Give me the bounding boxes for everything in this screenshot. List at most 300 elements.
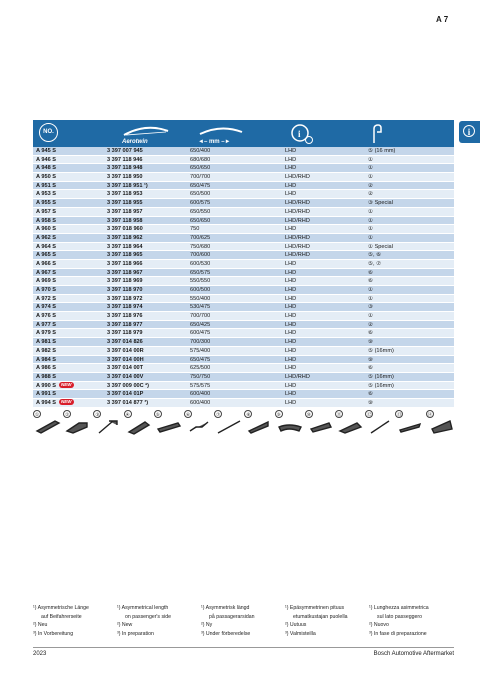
cell-article-no-text: 3 397 118 962 bbox=[107, 234, 143, 241]
cell-length bbox=[190, 399, 285, 407]
cell-article-no-text: 3 397 118 979 bbox=[107, 330, 143, 337]
product-table bbox=[33, 147, 454, 408]
cell-connector-text: ① bbox=[368, 208, 374, 215]
footnote-line: on passenger's side bbox=[125, 613, 171, 620]
cell-length-text: 700/700 bbox=[190, 313, 211, 320]
cell-article-no bbox=[107, 286, 190, 294]
cell-article-no-text: 3 397 014 01P bbox=[107, 391, 144, 398]
cell-length-text: 650/425 bbox=[190, 321, 211, 328]
table-row[interactable] bbox=[33, 243, 454, 252]
footnote-column bbox=[117, 604, 202, 638]
cell-drive-side-text: LHD bbox=[285, 339, 297, 346]
footnote-line: ³) In fase di preparazione bbox=[369, 630, 427, 637]
cell-model-no bbox=[33, 364, 107, 372]
cell-drive-side bbox=[285, 156, 368, 164]
table-row[interactable] bbox=[33, 147, 454, 156]
cell-connector bbox=[368, 364, 454, 372]
cell-connector-text: ⑤, ⑥ bbox=[368, 252, 382, 259]
cell-article-no-text: 3 397 014 00T bbox=[107, 365, 144, 372]
adapter-number: ⑨ bbox=[276, 412, 281, 417]
cell-length-text: 750/680 bbox=[190, 243, 211, 250]
cell-connector-text: ① bbox=[368, 287, 374, 293]
cell-model-no bbox=[33, 295, 107, 303]
cell-connector-text: ⑤, ⑦ bbox=[368, 260, 382, 267]
cell-connector-text: ⑥ bbox=[368, 391, 374, 398]
cell-connector-text: ⑤ (16 mm) bbox=[368, 148, 396, 154]
cell-connector-text: ⑤ (16mm) bbox=[368, 382, 394, 389]
cell-model-no-text: A 967 S bbox=[36, 269, 57, 276]
footnote-column bbox=[369, 604, 454, 638]
cell-model-no-text: A 991 S bbox=[36, 391, 57, 398]
adapter-item bbox=[244, 410, 274, 438]
cell-length-text: 700/300 bbox=[190, 339, 211, 346]
cell-connector bbox=[368, 303, 454, 311]
footnote-line: ²) Nuovo bbox=[369, 622, 389, 629]
cell-length-text: 650/400 bbox=[190, 148, 211, 154]
cell-article-no-text: 3 397 118 969 bbox=[107, 278, 143, 285]
cell-model-no-text: A 945 S bbox=[36, 148, 57, 154]
adapter-icon bbox=[337, 417, 363, 437]
cell-connector bbox=[368, 399, 454, 407]
adapter-number: ⑫ bbox=[366, 412, 372, 417]
cell-length bbox=[190, 208, 285, 216]
cell-connector bbox=[368, 382, 454, 390]
cell-model-no-text: A 953 S bbox=[36, 191, 57, 198]
cell-length bbox=[190, 390, 285, 398]
cell-drive-side-text: LHD bbox=[285, 330, 297, 337]
table-row[interactable] bbox=[33, 225, 454, 234]
adapter-icon bbox=[126, 417, 152, 437]
cell-drive-side-text: LHD bbox=[285, 226, 297, 233]
cell-connector-text: ⑥ bbox=[368, 278, 374, 285]
cell-article-no bbox=[107, 243, 190, 251]
table-row[interactable] bbox=[33, 347, 454, 356]
cell-model-no-text: A 994 S bbox=[36, 399, 57, 406]
footnote-line: ¹) Lunghezza asimmetrica bbox=[369, 605, 429, 611]
cell-model-no-text: A 948 S bbox=[36, 165, 57, 172]
cell-model-no-text: A 977 S bbox=[36, 321, 57, 328]
cell-length bbox=[190, 382, 285, 390]
cell-connector bbox=[368, 225, 454, 233]
cell-length bbox=[190, 190, 285, 198]
table-row[interactable] bbox=[33, 390, 454, 399]
cell-model-no bbox=[33, 321, 107, 329]
cell-length bbox=[190, 303, 285, 311]
cell-model-no bbox=[33, 217, 107, 225]
cell-drive-side bbox=[285, 347, 368, 355]
footer-brand: Bosch Automotive Aftermarket bbox=[373, 651, 454, 657]
cell-connector-text: ⑨ bbox=[368, 339, 374, 346]
cell-article-no bbox=[107, 269, 190, 277]
adapter-number: ① bbox=[34, 412, 40, 417]
cell-model-no-text: A 990 S bbox=[36, 382, 57, 389]
cell-connector-text: ③ bbox=[368, 304, 374, 311]
cell-drive-side bbox=[285, 286, 368, 294]
table-row[interactable] bbox=[33, 295, 454, 304]
cell-length bbox=[190, 217, 285, 225]
cell-drive-side bbox=[285, 225, 368, 233]
cell-article-no bbox=[107, 373, 190, 381]
cell-drive-side bbox=[285, 182, 368, 190]
cell-model-no-text: A 960 S bbox=[36, 226, 57, 233]
cell-connector bbox=[368, 390, 454, 398]
cell-connector bbox=[368, 234, 454, 242]
cell-article-no-text: 3 397 014 826 bbox=[107, 339, 143, 346]
cell-drive-side-text: LHD bbox=[285, 191, 297, 198]
cell-connector-text: ① bbox=[368, 226, 374, 233]
cell-article-no-text: 3 397 014 877 ³) bbox=[107, 399, 149, 406]
table-row[interactable] bbox=[33, 164, 454, 173]
cell-article-no bbox=[107, 156, 190, 164]
footnote-line: sul lato passeggero bbox=[377, 613, 422, 620]
cell-drive-side-text: LHD bbox=[285, 278, 297, 285]
cell-connector bbox=[368, 277, 454, 285]
cell-length bbox=[190, 295, 285, 303]
cell-drive-side bbox=[285, 173, 368, 181]
cell-length-text: 600/400 bbox=[190, 391, 211, 398]
table-row[interactable] bbox=[33, 399, 454, 408]
adapter-number: ③ bbox=[95, 412, 100, 417]
cell-drive-side bbox=[285, 277, 368, 285]
adapter-icon bbox=[35, 417, 61, 437]
cell-drive-side bbox=[285, 147, 368, 155]
cell-drive-side-text: LHD/RHD bbox=[285, 174, 310, 181]
footnote-column bbox=[201, 604, 286, 638]
cell-drive-side bbox=[285, 217, 368, 225]
cell-connector bbox=[368, 295, 454, 303]
cell-connector bbox=[368, 338, 454, 346]
info-tab[interactable] bbox=[459, 121, 480, 143]
cell-drive-side bbox=[285, 208, 368, 216]
adapter-item bbox=[365, 410, 395, 438]
cell-article-no-text: 3 397 118 958 bbox=[107, 217, 143, 224]
cell-article-no bbox=[107, 208, 190, 216]
cell-length bbox=[190, 147, 285, 155]
cell-length bbox=[190, 364, 285, 372]
adapter-icon bbox=[95, 417, 121, 437]
page-number: A 7 bbox=[436, 15, 449, 24]
footnote-column bbox=[33, 604, 118, 638]
cell-length-text: 625/500 bbox=[190, 365, 211, 372]
cell-length-text: 650/650 bbox=[190, 217, 211, 224]
cell-article-no bbox=[107, 173, 190, 181]
new-badge: NEW bbox=[61, 398, 72, 404]
adapter-item bbox=[305, 410, 335, 438]
svg-text:i: i bbox=[298, 129, 301, 139]
cell-model-no-text: A 946 S bbox=[36, 156, 57, 163]
cell-model-no bbox=[33, 225, 107, 233]
cell-connector-text: ① Special bbox=[368, 243, 393, 250]
cell-model-no bbox=[33, 156, 107, 164]
cell-length-text: 550/550 bbox=[190, 278, 211, 285]
cell-length-text: 530/475 bbox=[190, 304, 211, 311]
adapter-number: ⑬ bbox=[397, 412, 402, 417]
adapter-icon bbox=[367, 417, 393, 437]
cell-length bbox=[190, 225, 285, 233]
cell-article-no-text: 3 397 014 00R bbox=[107, 347, 144, 354]
table-row[interactable] bbox=[33, 208, 454, 217]
cell-model-no-text: A 970 S bbox=[36, 287, 57, 293]
cell-model-no bbox=[33, 382, 107, 390]
cell-drive-side-text: LHD/RHD bbox=[285, 200, 310, 207]
cell-model-no-text: A 976 S bbox=[36, 313, 57, 320]
cell-length-text: 700/600 bbox=[190, 252, 211, 259]
cell-model-no bbox=[33, 190, 107, 198]
cell-length bbox=[190, 338, 285, 346]
cell-length bbox=[190, 156, 285, 164]
footnote-line: ²) Neu bbox=[33, 622, 48, 629]
cell-model-no bbox=[33, 356, 107, 364]
adapter-item bbox=[275, 410, 305, 438]
cell-article-no-text: 3 397 118 967 bbox=[107, 269, 143, 276]
table-row[interactable] bbox=[33, 190, 454, 199]
cell-article-no-text: 3 397 118 966 bbox=[107, 260, 143, 267]
adapter-icon bbox=[186, 417, 212, 437]
adapter-number: ⑦ bbox=[216, 412, 221, 417]
table-row[interactable] bbox=[33, 217, 454, 226]
cell-length-text: 650/475 bbox=[190, 182, 211, 189]
footnote-line: ²) Ny bbox=[201, 622, 213, 629]
cell-model-no bbox=[33, 312, 107, 320]
number-icon: NO. bbox=[39, 123, 58, 142]
table-row[interactable] bbox=[33, 338, 454, 347]
cell-drive-side-text: LHD bbox=[285, 365, 297, 372]
length-unit: mm bbox=[208, 139, 220, 145]
cell-article-no bbox=[107, 277, 190, 285]
adapter-icon bbox=[277, 417, 303, 437]
table-row[interactable] bbox=[33, 234, 454, 243]
cell-drive-side-text: LHD bbox=[285, 313, 297, 320]
table-row[interactable] bbox=[33, 269, 454, 278]
cell-model-no bbox=[33, 303, 107, 311]
table-row[interactable] bbox=[33, 373, 454, 382]
cell-connector bbox=[368, 329, 454, 337]
cell-connector-text: ⑥ bbox=[368, 330, 374, 337]
cell-article-no-text: 3 397 118 953 bbox=[107, 191, 143, 198]
adapter-number: ⑭ bbox=[427, 412, 432, 417]
table-row[interactable] bbox=[33, 182, 454, 191]
table-row[interactable] bbox=[33, 356, 454, 365]
cell-drive-side bbox=[285, 260, 368, 268]
cell-connector-text: ⑨ bbox=[368, 356, 374, 363]
cell-connector-text: ③ Special bbox=[368, 200, 393, 207]
cell-model-no-text: A 981 S bbox=[36, 339, 57, 346]
cell-connector-text: ② bbox=[368, 321, 374, 328]
footnote-line: ¹) Asymmetrical length bbox=[117, 605, 169, 611]
cell-connector bbox=[368, 373, 454, 381]
cell-drive-side bbox=[285, 295, 368, 303]
cell-length-text: 575/400 bbox=[190, 347, 211, 354]
cell-article-no bbox=[107, 217, 190, 225]
cell-drive-side bbox=[285, 164, 368, 172]
cell-article-no bbox=[107, 303, 190, 311]
cell-drive-side-text: LHD bbox=[285, 391, 297, 398]
cell-length-text: 600/500 bbox=[190, 287, 211, 293]
cell-article-no bbox=[107, 321, 190, 329]
cell-length bbox=[190, 321, 285, 329]
cell-connector bbox=[368, 199, 454, 207]
cell-length-text: 700/625 bbox=[190, 234, 211, 241]
cell-model-no bbox=[33, 251, 107, 259]
adapter-icon bbox=[65, 417, 91, 437]
adapter-icon bbox=[307, 417, 333, 437]
cell-drive-side bbox=[285, 382, 368, 390]
cell-connector bbox=[368, 147, 454, 155]
cell-connector-text: ① bbox=[368, 313, 374, 320]
adapter-number: ④ bbox=[125, 412, 130, 417]
cell-model-no-text: A 958 S bbox=[36, 217, 57, 224]
cell-article-no-text: 3 397 118 950 bbox=[107, 174, 143, 181]
cell-model-no bbox=[33, 173, 107, 181]
cell-length bbox=[190, 199, 285, 207]
table-row[interactable] bbox=[33, 277, 454, 286]
cell-article-no-text: 3 397 118 977 bbox=[107, 321, 143, 328]
length-icon: ◄– mm –► bbox=[196, 123, 246, 145]
cell-length bbox=[190, 329, 285, 337]
cell-length-text: 600/530 bbox=[190, 260, 211, 267]
cell-model-no bbox=[33, 329, 107, 337]
table-row[interactable] bbox=[33, 156, 454, 165]
adapter-number: ⑪ bbox=[336, 412, 342, 417]
adapter-item bbox=[395, 410, 425, 438]
table-row[interactable] bbox=[33, 199, 454, 208]
cell-article-no-text: 3 397 118 970 bbox=[107, 287, 143, 293]
cell-drive-side bbox=[285, 399, 368, 407]
cell-connector bbox=[368, 190, 454, 198]
cell-model-no-text: A 982 S bbox=[36, 347, 57, 354]
footnote-line: ²) New bbox=[117, 622, 133, 629]
cell-model-no-text: A 969 S bbox=[36, 278, 57, 285]
cell-article-no-text: 3 397 018 960 bbox=[107, 226, 143, 233]
cell-connector bbox=[368, 208, 454, 216]
cell-model-no-text: A 957 S bbox=[36, 208, 57, 215]
table-row[interactable] bbox=[33, 312, 454, 321]
cell-model-no-text: A 972 S bbox=[36, 295, 57, 302]
table-row[interactable] bbox=[33, 329, 454, 338]
cell-drive-side bbox=[285, 234, 368, 242]
cell-length-text: 680/680 bbox=[190, 156, 211, 163]
table-row[interactable] bbox=[33, 286, 454, 295]
cell-article-no bbox=[107, 164, 190, 172]
cell-model-no bbox=[33, 234, 107, 242]
adapter-number: ⑤ bbox=[155, 412, 160, 417]
table-row[interactable] bbox=[33, 173, 454, 182]
table-row[interactable] bbox=[33, 251, 454, 260]
cell-article-no bbox=[107, 399, 190, 407]
cell-connector bbox=[368, 156, 454, 164]
cell-drive-side-text: LHD/RHD bbox=[285, 234, 310, 241]
cell-connector bbox=[368, 251, 454, 259]
cell-model-no bbox=[33, 338, 107, 346]
cell-length-text: 600/400 bbox=[190, 399, 211, 406]
cell-article-no bbox=[107, 295, 190, 303]
cell-length-text: 650/550 bbox=[190, 208, 211, 215]
cell-length-text: 575/575 bbox=[190, 382, 211, 389]
table-header bbox=[33, 120, 454, 147]
cell-model-no bbox=[33, 347, 107, 355]
cell-model-no-text: A 962 S bbox=[36, 234, 57, 241]
cell-article-no bbox=[107, 225, 190, 233]
adapter-item bbox=[63, 410, 93, 438]
cell-drive-side-text: LHD bbox=[285, 304, 297, 311]
table-row[interactable] bbox=[33, 260, 454, 269]
cell-drive-side bbox=[285, 321, 368, 329]
cell-connector bbox=[368, 164, 454, 172]
cell-connector bbox=[368, 217, 454, 225]
cell-connector-text: ① bbox=[368, 295, 374, 302]
adapter-item bbox=[93, 410, 123, 438]
table-row[interactable] bbox=[33, 382, 454, 391]
cell-drive-side bbox=[285, 190, 368, 198]
cell-length-text: 600/475 bbox=[190, 330, 211, 337]
cell-article-no-text: 3 397 118 957 bbox=[107, 208, 143, 215]
adapter-icon bbox=[246, 417, 272, 437]
cell-drive-side-text: LHD bbox=[285, 321, 297, 328]
cell-drive-side-text: LHD bbox=[285, 347, 297, 354]
cell-drive-side-text: LHD/RHD bbox=[285, 243, 310, 250]
cell-connector bbox=[368, 356, 454, 364]
cell-model-no bbox=[33, 243, 107, 251]
cell-model-no-text: A 966 S bbox=[36, 260, 57, 267]
cell-connector bbox=[368, 286, 454, 294]
cell-length bbox=[190, 234, 285, 242]
aerotwin-wiper-icon bbox=[122, 123, 170, 145]
adapter-number: ⑥ bbox=[185, 412, 191, 417]
cell-article-no bbox=[107, 251, 190, 259]
cell-drive-side-text: LHD/RHD bbox=[285, 373, 310, 380]
cell-length bbox=[190, 347, 285, 355]
footer-divider bbox=[33, 647, 454, 648]
cell-drive-side-text: LHD bbox=[285, 287, 297, 293]
footer-year: 2023 bbox=[33, 651, 47, 657]
steering-side-icon bbox=[290, 123, 314, 145]
cell-drive-side-text: LHD bbox=[285, 269, 297, 276]
cell-length-text: 650/650 bbox=[190, 165, 211, 172]
adapter-number: ② bbox=[65, 412, 70, 417]
cell-article-no-text: 3 397 118 964 bbox=[107, 243, 143, 250]
cell-article-no bbox=[107, 234, 190, 242]
cell-connector-text: ⑤ (16mm) bbox=[368, 347, 394, 354]
cell-drive-side bbox=[285, 390, 368, 398]
cell-drive-side-text: LHD bbox=[285, 295, 297, 302]
cell-drive-side bbox=[285, 364, 368, 372]
cell-connector-text: ① bbox=[368, 156, 374, 163]
cell-connector-text: ⑨ bbox=[368, 399, 374, 406]
table-row[interactable] bbox=[33, 303, 454, 312]
cell-model-no bbox=[33, 399, 107, 407]
cell-article-no bbox=[107, 312, 190, 320]
cell-drive-side bbox=[285, 303, 368, 311]
adapter-icon bbox=[216, 417, 242, 437]
table-row[interactable] bbox=[33, 321, 454, 330]
cell-length-text: 750/750 bbox=[190, 373, 211, 380]
footnote-line: etumatkustajan puolella bbox=[293, 613, 348, 620]
cell-article-no-text: 3 397 014 00V bbox=[107, 373, 144, 380]
table-row[interactable] bbox=[33, 364, 454, 373]
cell-model-no bbox=[33, 164, 107, 172]
cell-drive-side bbox=[285, 269, 368, 277]
cell-model-no bbox=[33, 373, 107, 381]
cell-length-text: 650/575 bbox=[190, 269, 211, 276]
cell-connector-text: ① bbox=[368, 174, 374, 181]
cell-article-no-text: 3 397 118 965 bbox=[107, 252, 143, 259]
cell-connector bbox=[368, 243, 454, 251]
cell-connector-text: ⑥ bbox=[368, 269, 374, 276]
cell-drive-side-text: LHD bbox=[285, 382, 297, 389]
cell-drive-side-text: LHD/RHD bbox=[285, 208, 310, 215]
product-label: Aerotwin bbox=[122, 139, 148, 145]
connector-icon bbox=[370, 123, 384, 145]
